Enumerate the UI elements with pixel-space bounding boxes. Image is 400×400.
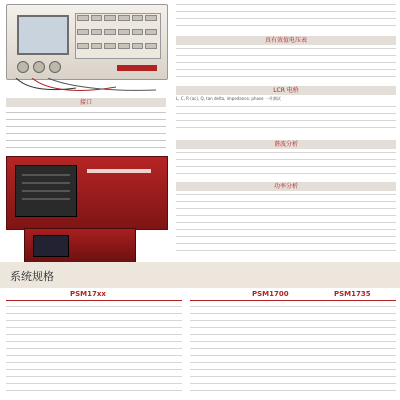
instrument-keys (77, 15, 157, 55)
instrument-rear-panel (15, 165, 77, 217)
terminal-knob (33, 61, 45, 73)
instrument-photo-red (6, 156, 168, 230)
column-rule (6, 300, 182, 301)
instrument-photo-front (6, 4, 168, 80)
column-title-psm17xx: PSM17xx (70, 290, 106, 298)
instrument-label-strip (87, 169, 151, 173)
lcr-description: L, C, R (ac), Q, tan delta, impedance, phase 一并测试 (176, 96, 281, 101)
section-header-harmonic: 谐波分析 (176, 140, 396, 149)
instrument-small-display (33, 235, 69, 257)
terminal-knob (49, 61, 61, 73)
system-spec-band (0, 262, 400, 288)
column-rule (190, 300, 396, 301)
section-header-lcr: LCR 电桥 (176, 86, 396, 95)
terminal-knob (17, 61, 29, 73)
instrument-photo-small (24, 228, 136, 264)
section-header-power: 功率分析 (176, 182, 396, 191)
column-title-psm1735: PSM1735 (334, 290, 371, 298)
brand-strip (117, 65, 157, 71)
section-header-interfaces: 接口 (6, 98, 166, 107)
column-title-psm1700: PSM1700 (252, 290, 289, 298)
instrument-display (17, 15, 69, 55)
test-leads (6, 78, 166, 94)
section-title: 系统规格 (10, 270, 54, 283)
section-header-true-rms: 真有效值电压表 (176, 36, 396, 45)
